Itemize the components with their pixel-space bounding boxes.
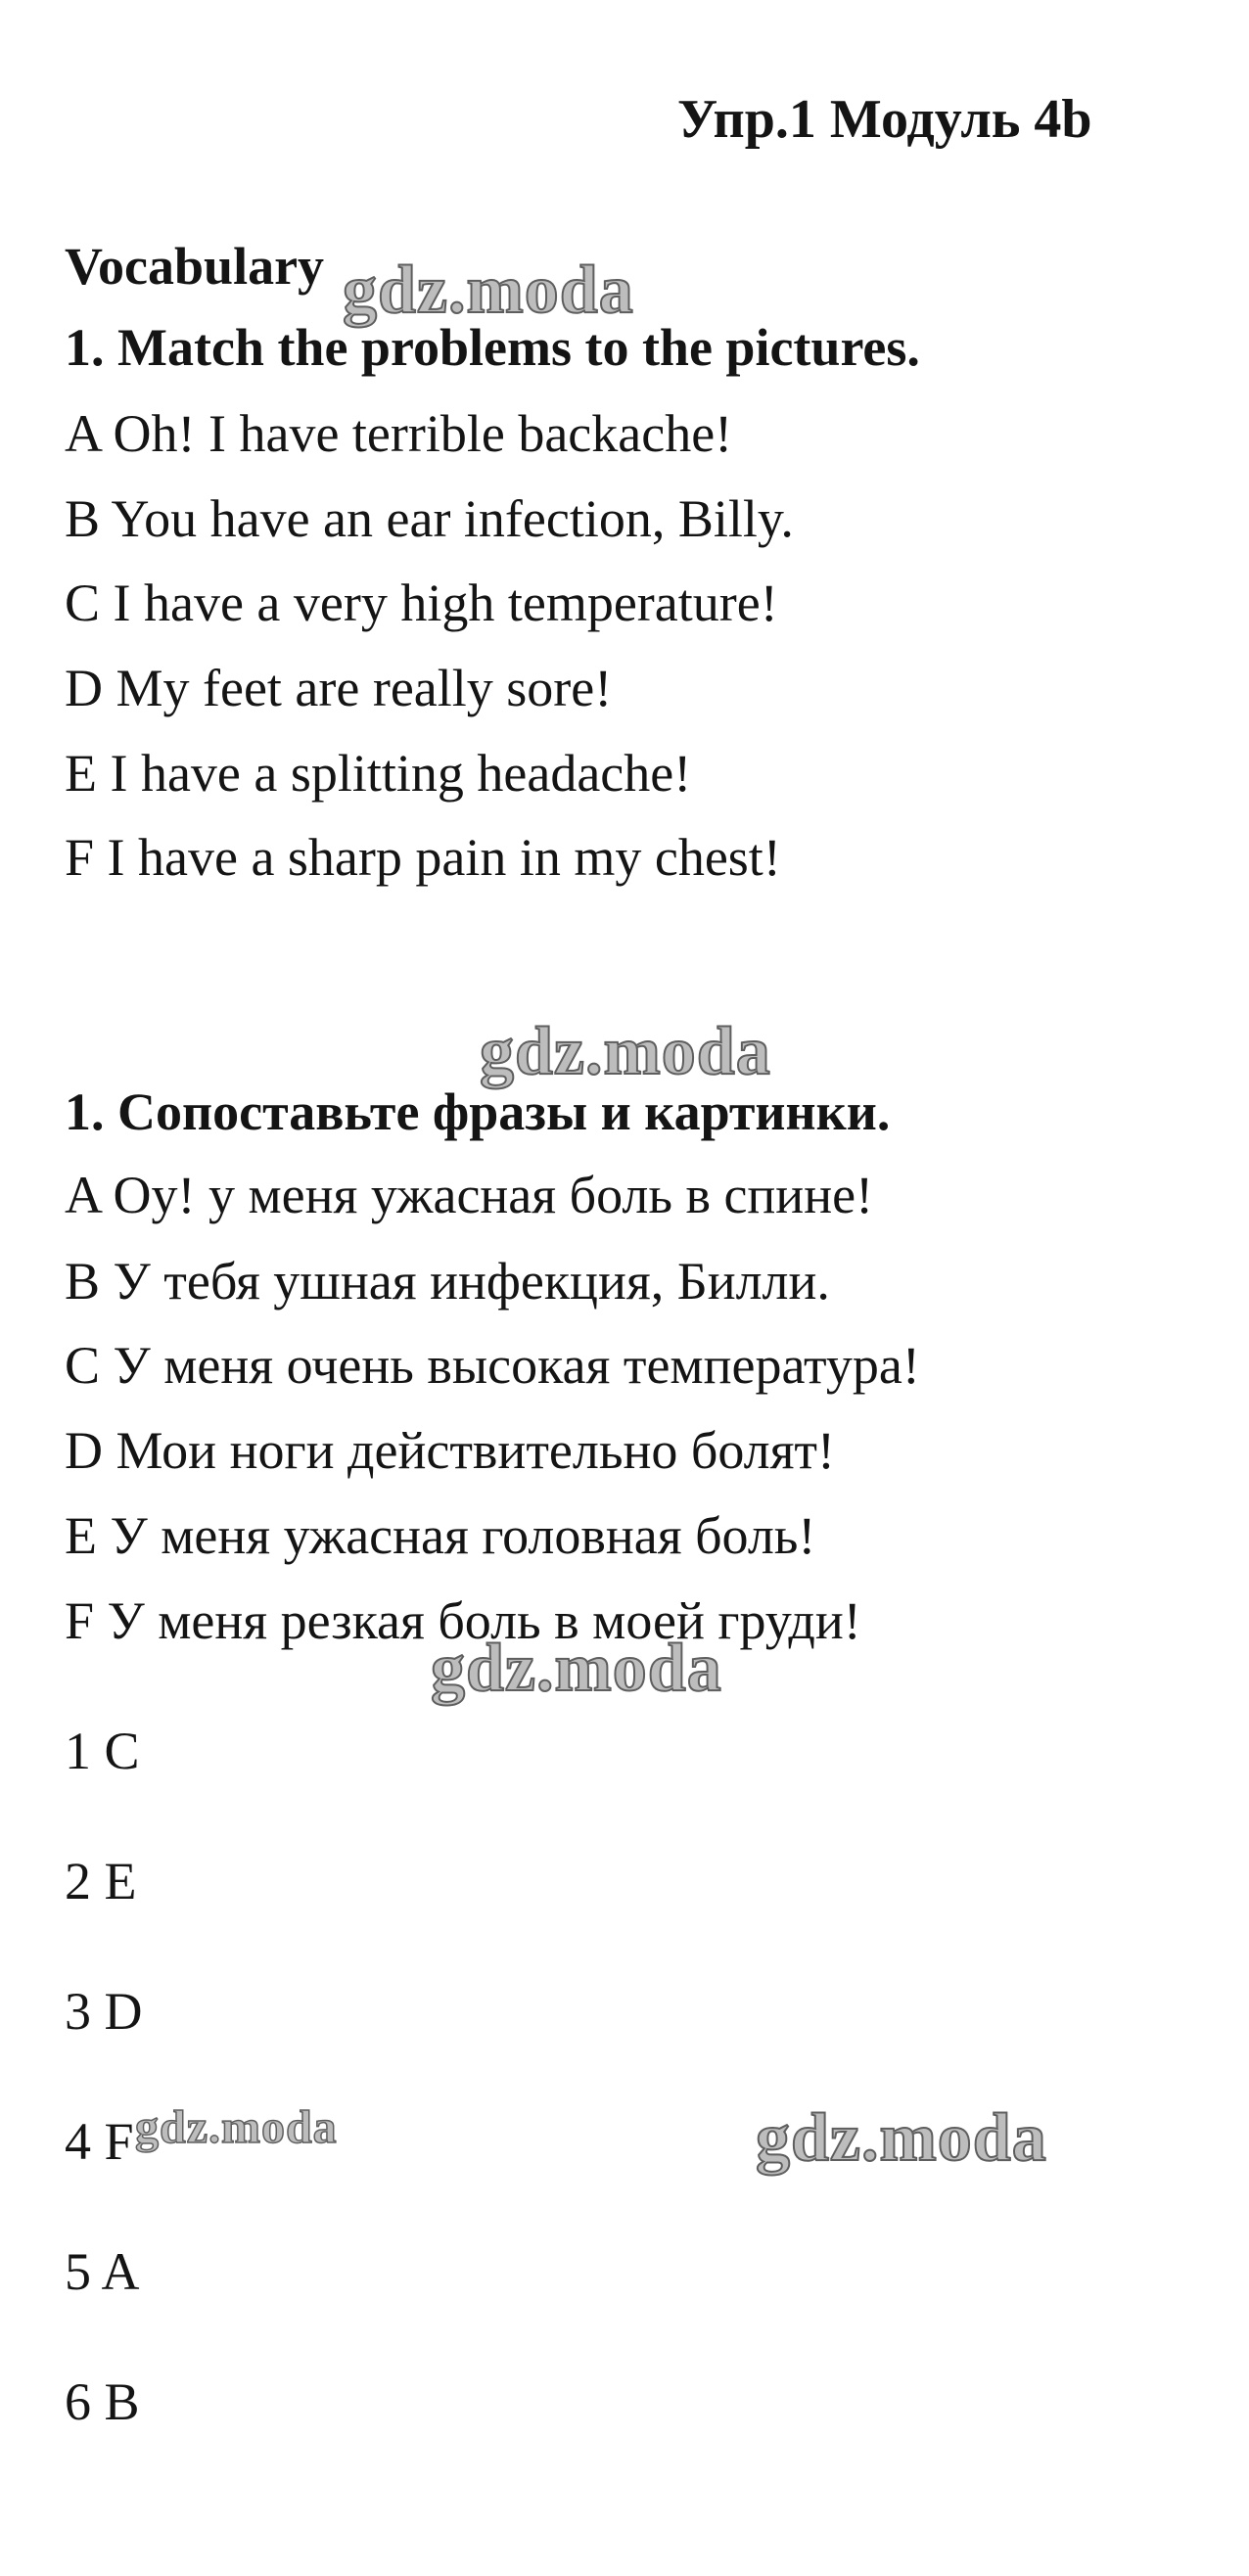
- exercise-title: Упр.1 Модуль 4b: [677, 89, 1092, 150]
- russian-heading: 1. Сопоставьте фразы и картинки.: [65, 1082, 891, 1141]
- english-item-f: F I have a sharp pain in my chest!: [65, 828, 781, 887]
- english-item-b: B You have an ear infection, Billy.: [65, 489, 794, 548]
- english-item-d: D My feet are really sore!: [65, 659, 613, 717]
- section-label-vocabulary: Vocabulary: [65, 237, 325, 296]
- answer-3: 3 D: [65, 1982, 143, 2041]
- russian-item-d: D Мои ноги действительно болят!: [65, 1421, 835, 1480]
- english-item-e: E I have a splitting headache!: [65, 744, 692, 803]
- english-item-a: A Oh! I have terrible backache!: [65, 404, 733, 463]
- answer-2: 2 E: [65, 1852, 137, 1910]
- watermark: gdz.moda: [343, 253, 634, 328]
- russian-item-f: F У меня резкая боль в моей груди!: [65, 1591, 861, 1650]
- russian-item-e: E У меня ужасная головная боль!: [65, 1506, 816, 1565]
- russian-item-c: C У меня очень высокая температура!: [65, 1336, 920, 1395]
- watermark: gdz.moda: [480, 1014, 771, 1089]
- answer-6: 6 B: [65, 2372, 140, 2431]
- english-heading: 1. Match the problems to the pictures.: [65, 318, 920, 377]
- answer-5: 5 A: [65, 2242, 140, 2301]
- russian-item-b: B У тебя ушная инфекция, Билли.: [65, 1252, 830, 1311]
- watermark: gdz.moda: [135, 2101, 338, 2153]
- answer-1: 1 C: [65, 1722, 140, 1780]
- english-item-c: C I have a very high temperature!: [65, 574, 778, 632]
- answer-4: 4 F: [65, 2112, 134, 2171]
- russian-item-a: A Оу! у меня ужасная боль в спине!: [65, 1166, 874, 1224]
- watermark: gdz.moda: [756, 2100, 1047, 2176]
- watermark: gdz.moda: [431, 1631, 722, 1706]
